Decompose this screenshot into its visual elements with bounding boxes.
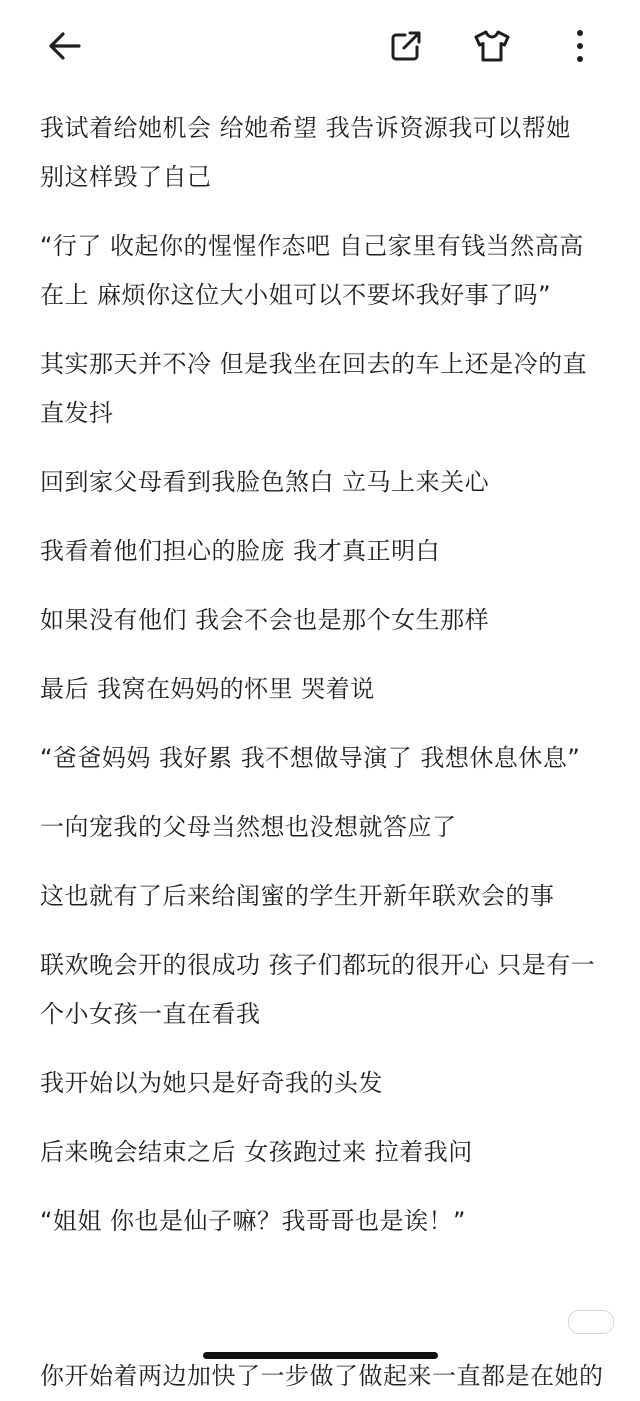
paragraph: 我看着他们担心的脸庞 我才真正明白	[40, 537, 441, 565]
paragraph: 后来晚会结束之后 女孩跑过来 拉着我问	[40, 1138, 473, 1166]
more-button[interactable]	[556, 22, 604, 70]
paragraph: “行了 收起你的惺惺作态吧 自己家里有钱当然高高在上 麻烦你这位大小姐可以不要坏我好事了吗”	[40, 232, 584, 309]
share-button[interactable]	[382, 22, 430, 70]
home-indicator[interactable]	[203, 1352, 438, 1359]
watermark-logo	[568, 1310, 614, 1334]
paragraph: 我试着给她机会 给她希望 我告诉资源我可以帮她 别这样毁了自己	[40, 114, 571, 191]
paragraph: 其实那天并不冷 但是我坐在回去的车上还是冷的直直发抖	[40, 350, 588, 427]
external-share-icon	[386, 26, 426, 66]
paragraph: 最后 我窝在妈妈的怀里 哭着说	[40, 675, 375, 703]
top-toolbar	[0, 0, 640, 92]
paragraph: 一向宠我的父母当然想也没想就答应了	[40, 813, 457, 841]
partial-paragraph-text: 你开始着两边加快了一步做了做起来一直都是在她的	[40, 1362, 604, 1390]
vertical-dots-icon	[574, 26, 586, 66]
paragraph: 我开始以为她只是好奇我的头发	[40, 1069, 383, 1097]
paragraph: “姐姐 你也是仙子嘛？我哥哥也是诶！”	[40, 1207, 466, 1235]
theme-button[interactable]	[468, 22, 516, 70]
tshirt-icon	[471, 25, 513, 67]
back-button[interactable]	[40, 22, 88, 70]
paragraph: “爸爸妈妈 我好累 我不想做导演了 我想休息休息”	[40, 744, 581, 772]
paragraph: 这也就有了后来给闺蜜的学生开新年联欢会的事	[40, 882, 555, 910]
paragraph: 如果没有他们 我会不会也是那个女生那样	[40, 606, 490, 634]
paragraph: 回到家父母看到我脸色煞白 立马上来关心	[40, 468, 490, 496]
article-body	[40, 104, 600, 1266]
arrow-left-icon	[43, 25, 85, 67]
paragraph: 联欢晚会开的很成功 孩子们都玩的很开心 只是有一个小女孩一直在看我	[40, 951, 596, 1028]
